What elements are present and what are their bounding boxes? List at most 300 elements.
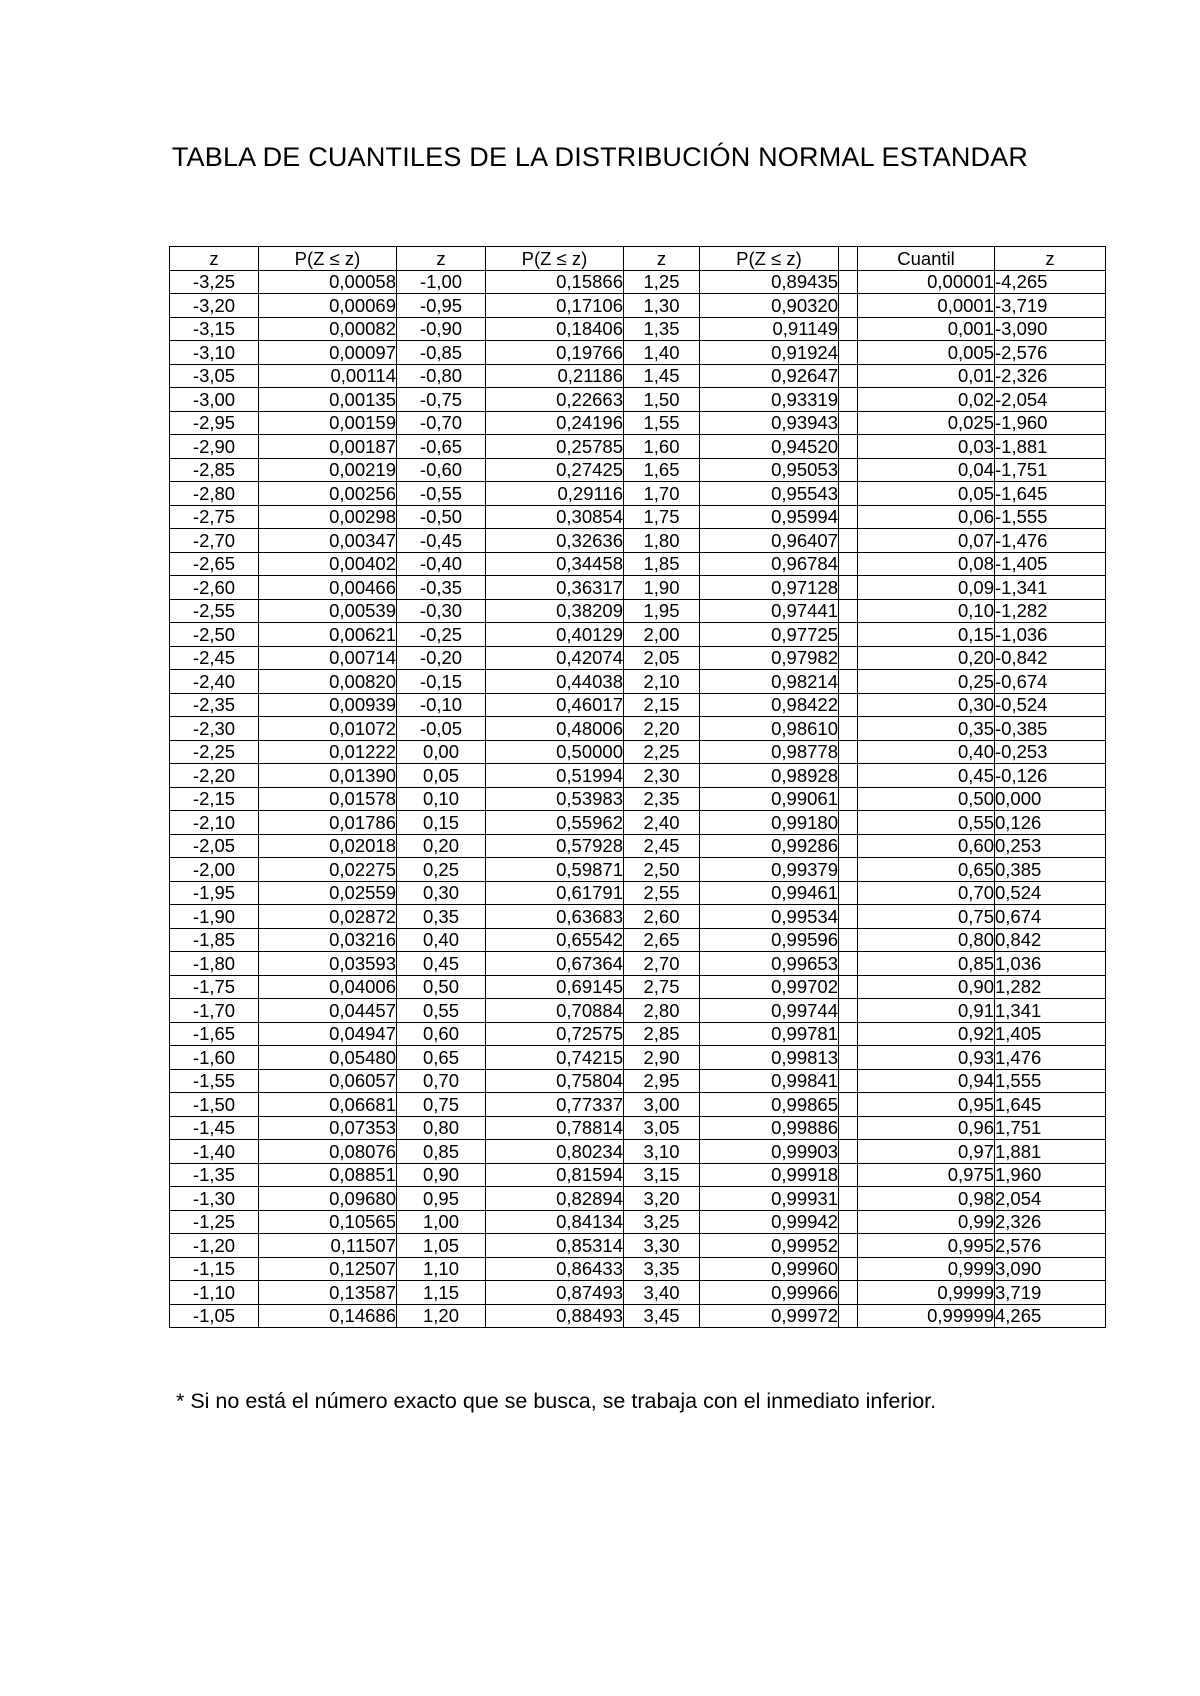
cell-z-quantile: 2,326 xyxy=(995,1210,1106,1234)
cell-z-quantile: -1,036 xyxy=(995,623,1106,647)
cell-cuantil: 0,00001 xyxy=(858,270,995,294)
cell-prob-2: 0,65542 xyxy=(486,928,624,952)
cell-prob-1: 0,00097 xyxy=(259,341,397,365)
cell-z-quantile: 3,719 xyxy=(995,1281,1106,1305)
cell-prob-2: 0,48006 xyxy=(486,717,624,741)
cell-z-1: -2,25 xyxy=(170,740,259,764)
cell-prob-3: 0,92647 xyxy=(700,364,839,388)
cell-prob-1: 0,14686 xyxy=(259,1304,397,1328)
cell-prob-2: 0,17106 xyxy=(486,294,624,318)
cell-z-3: 2,35 xyxy=(624,787,700,811)
cell-prob-2: 0,44038 xyxy=(486,670,624,694)
cell-z-2: -0,15 xyxy=(397,670,486,694)
cell-prob-3: 0,97982 xyxy=(700,646,839,670)
cell-z-quantile: 0,842 xyxy=(995,928,1106,952)
cell-prob-1: 0,04006 xyxy=(259,975,397,999)
cell-z-2: -0,55 xyxy=(397,482,486,506)
cell-prob-3: 0,98778 xyxy=(700,740,839,764)
cell-z-quantile: 1,881 xyxy=(995,1140,1106,1164)
cell-prob-1: 0,07353 xyxy=(259,1116,397,1140)
cell-z-1: -2,15 xyxy=(170,787,259,811)
table-row xyxy=(170,952,1106,976)
cell-prob-3: 0,91149 xyxy=(700,317,839,341)
cell-z-2: 0,80 xyxy=(397,1116,486,1140)
cell-cuantil: 0,9999 xyxy=(858,1281,995,1305)
cell-z-3: 2,15 xyxy=(624,693,700,717)
table-row xyxy=(170,928,1106,952)
cell-prob-1: 0,00082 xyxy=(259,317,397,341)
table-header-row xyxy=(170,247,1106,271)
cell-cuantil: 0,55 xyxy=(858,811,995,835)
cell-z-2: -0,85 xyxy=(397,341,486,365)
cell-z-3: 2,00 xyxy=(624,623,700,647)
cell-cuantil: 0,90 xyxy=(858,975,995,999)
cell-z-1: -2,80 xyxy=(170,482,259,506)
cell-prob-2: 0,88493 xyxy=(486,1304,624,1328)
table-row xyxy=(170,529,1106,553)
cell-prob-3: 0,99702 xyxy=(700,975,839,999)
cell-z-1: -3,00 xyxy=(170,388,259,412)
cell-z-2: -0,05 xyxy=(397,717,486,741)
cell-prob-3: 0,99918 xyxy=(700,1163,839,1187)
cell-prob-2: 0,85314 xyxy=(486,1234,624,1258)
cell-spacer xyxy=(839,364,858,388)
cell-z-1: -3,05 xyxy=(170,364,259,388)
cell-z-1: -1,95 xyxy=(170,881,259,905)
cell-z-2: 0,20 xyxy=(397,834,486,858)
cell-prob-3: 0,99653 xyxy=(700,952,839,976)
table-row xyxy=(170,1116,1106,1140)
cell-spacer xyxy=(839,1140,858,1164)
cell-z-quantile: 0,253 xyxy=(995,834,1106,858)
cell-prob-2: 0,27425 xyxy=(486,458,624,482)
cell-z-3: 1,30 xyxy=(624,294,700,318)
table-row xyxy=(170,834,1106,858)
cell-spacer xyxy=(839,646,858,670)
cell-z-quantile: -0,524 xyxy=(995,693,1106,717)
table-row xyxy=(170,717,1106,741)
cell-prob-1: 0,00069 xyxy=(259,294,397,318)
cell-prob-2: 0,15866 xyxy=(486,270,624,294)
cell-cuantil: 0,03 xyxy=(858,435,995,459)
cell-prob-1: 0,00714 xyxy=(259,646,397,670)
cell-z-2: 0,35 xyxy=(397,905,486,929)
cell-z-3: 1,75 xyxy=(624,505,700,529)
cell-prob-2: 0,24196 xyxy=(486,411,624,435)
cell-spacer xyxy=(839,670,858,694)
cell-prob-2: 0,63683 xyxy=(486,905,624,929)
cell-z-1: -1,25 xyxy=(170,1210,259,1234)
cell-z-1: -1,50 xyxy=(170,1093,259,1117)
table-row xyxy=(170,1257,1106,1281)
cell-z-quantile: -0,126 xyxy=(995,764,1106,788)
cell-cuantil: 0,01 xyxy=(858,364,995,388)
cell-z-3: 3,05 xyxy=(624,1116,700,1140)
cell-cuantil: 0,94 xyxy=(858,1069,995,1093)
cell-cuantil: 0,05 xyxy=(858,482,995,506)
cell-z-3: 2,95 xyxy=(624,1069,700,1093)
cell-z-quantile: 2,054 xyxy=(995,1187,1106,1211)
cell-spacer xyxy=(839,505,858,529)
cell-prob-2: 0,81594 xyxy=(486,1163,624,1187)
cell-cuantil: 0,65 xyxy=(858,858,995,882)
cell-prob-3: 0,93943 xyxy=(700,411,839,435)
cell-prob-2: 0,55962 xyxy=(486,811,624,835)
cell-z-1: -2,75 xyxy=(170,505,259,529)
table-row xyxy=(170,881,1106,905)
cell-z-2: -0,90 xyxy=(397,317,486,341)
cell-prob-1: 0,00159 xyxy=(259,411,397,435)
cell-prob-1: 0,00256 xyxy=(259,482,397,506)
cell-z-2: 0,95 xyxy=(397,1187,486,1211)
table-row xyxy=(170,1210,1106,1234)
cell-spacer xyxy=(839,1163,858,1187)
cell-prob-1: 0,13587 xyxy=(259,1281,397,1305)
cell-prob-2: 0,25785 xyxy=(486,435,624,459)
cell-prob-3: 0,99286 xyxy=(700,834,839,858)
cell-z-quantile: 1,645 xyxy=(995,1093,1106,1117)
cell-z-2: -0,10 xyxy=(397,693,486,717)
header-cuantil: Cuantil xyxy=(858,247,995,271)
cell-prob-1: 0,00466 xyxy=(259,576,397,600)
cell-z-quantile: 0,000 xyxy=(995,787,1106,811)
cell-z-3: 1,95 xyxy=(624,599,700,623)
cell-z-quantile: -1,881 xyxy=(995,435,1106,459)
cell-prob-2: 0,21186 xyxy=(486,364,624,388)
cell-cuantil: 0,005 xyxy=(858,341,995,365)
cell-z-3: 1,70 xyxy=(624,482,700,506)
cell-prob-3: 0,98928 xyxy=(700,764,839,788)
cell-z-2: -0,25 xyxy=(397,623,486,647)
cell-prob-2: 0,77337 xyxy=(486,1093,624,1117)
cell-prob-1: 0,06681 xyxy=(259,1093,397,1117)
cell-prob-2: 0,57928 xyxy=(486,834,624,858)
table-row xyxy=(170,1281,1106,1305)
cell-spacer xyxy=(839,717,858,741)
cell-z-quantile: 3,090 xyxy=(995,1257,1106,1281)
cell-z-1: -2,55 xyxy=(170,599,259,623)
cell-spacer xyxy=(839,975,858,999)
cell-z-2: 1,20 xyxy=(397,1304,486,1328)
cell-z-quantile: 0,126 xyxy=(995,811,1106,835)
cell-prob-2: 0,72575 xyxy=(486,1022,624,1046)
cell-spacer xyxy=(839,928,858,952)
cell-prob-3: 0,99942 xyxy=(700,1210,839,1234)
table-row xyxy=(170,975,1106,999)
table-row xyxy=(170,740,1106,764)
cell-z-3: 2,85 xyxy=(624,1022,700,1046)
cell-prob-1: 0,05480 xyxy=(259,1046,397,1070)
header-z-1: z xyxy=(170,247,259,271)
table-row xyxy=(170,1163,1106,1187)
cell-prob-1: 0,02559 xyxy=(259,881,397,905)
cell-z-2: -0,40 xyxy=(397,552,486,576)
cell-z-1: -1,15 xyxy=(170,1257,259,1281)
cell-cuantil: 0,93 xyxy=(858,1046,995,1070)
cell-prob-3: 0,97725 xyxy=(700,623,839,647)
cell-prob-1: 0,01072 xyxy=(259,717,397,741)
cell-spacer xyxy=(839,1234,858,1258)
cell-prob-3: 0,99903 xyxy=(700,1140,839,1164)
cell-prob-1: 0,00187 xyxy=(259,435,397,459)
cell-spacer xyxy=(839,411,858,435)
cell-cuantil: 0,975 xyxy=(858,1163,995,1187)
cell-z-3: 2,90 xyxy=(624,1046,700,1070)
cell-prob-1: 0,06057 xyxy=(259,1069,397,1093)
cell-cuantil: 0,09 xyxy=(858,576,995,600)
table-row xyxy=(170,1022,1106,1046)
cell-spacer xyxy=(839,458,858,482)
cell-prob-3: 0,94520 xyxy=(700,435,839,459)
cell-z-3: 1,45 xyxy=(624,364,700,388)
cell-prob-3: 0,99966 xyxy=(700,1281,839,1305)
cell-z-quantile: -0,842 xyxy=(995,646,1106,670)
cell-z-1: -2,45 xyxy=(170,646,259,670)
cell-z-2: -0,75 xyxy=(397,388,486,412)
cell-z-1: -2,35 xyxy=(170,693,259,717)
cell-spacer xyxy=(839,552,858,576)
cell-prob-1: 0,01390 xyxy=(259,764,397,788)
cell-prob-3: 0,99180 xyxy=(700,811,839,835)
cell-z-2: -1,00 xyxy=(397,270,486,294)
cell-z-2: -0,20 xyxy=(397,646,486,670)
cell-prob-3: 0,96784 xyxy=(700,552,839,576)
cell-spacer xyxy=(839,341,858,365)
cell-z-3: 2,10 xyxy=(624,670,700,694)
cell-z-quantile: 0,674 xyxy=(995,905,1106,929)
cell-spacer xyxy=(839,270,858,294)
cell-spacer xyxy=(839,623,858,647)
cell-cuantil: 0,20 xyxy=(858,646,995,670)
cell-cuantil: 0,15 xyxy=(858,623,995,647)
cell-prob-3: 0,93319 xyxy=(700,388,839,412)
cell-z-quantile: -3,090 xyxy=(995,317,1106,341)
cell-spacer xyxy=(839,787,858,811)
cell-spacer xyxy=(839,834,858,858)
cell-spacer xyxy=(839,1046,858,1070)
cell-prob-2: 0,32636 xyxy=(486,529,624,553)
cell-prob-1: 0,00114 xyxy=(259,364,397,388)
cell-prob-2: 0,50000 xyxy=(486,740,624,764)
cell-z-1: -1,75 xyxy=(170,975,259,999)
normal-quantile-table xyxy=(169,246,1106,1328)
cell-spacer xyxy=(839,811,858,835)
cell-z-3: 2,70 xyxy=(624,952,700,976)
table-row xyxy=(170,1046,1106,1070)
cell-cuantil: 0,96 xyxy=(858,1116,995,1140)
cell-prob-2: 0,67364 xyxy=(486,952,624,976)
cell-spacer xyxy=(839,1069,858,1093)
cell-cuantil: 0,07 xyxy=(858,529,995,553)
cell-z-1: -2,00 xyxy=(170,858,259,882)
cell-z-quantile: -1,341 xyxy=(995,576,1106,600)
cell-prob-1: 0,01578 xyxy=(259,787,397,811)
cell-z-2: 0,75 xyxy=(397,1093,486,1117)
table-row xyxy=(170,646,1106,670)
cell-z-2: 0,60 xyxy=(397,1022,486,1046)
cell-prob-1: 0,11507 xyxy=(259,1234,397,1258)
cell-prob-3: 0,99781 xyxy=(700,1022,839,1046)
cell-prob-3: 0,99744 xyxy=(700,999,839,1023)
cell-z-3: 3,35 xyxy=(624,1257,700,1281)
cell-spacer xyxy=(839,1187,858,1211)
cell-z-quantile: 1,751 xyxy=(995,1116,1106,1140)
cell-z-1: -2,50 xyxy=(170,623,259,647)
cell-z-3: 1,85 xyxy=(624,552,700,576)
cell-spacer xyxy=(839,764,858,788)
cell-spacer xyxy=(839,317,858,341)
cell-cuantil: 0,70 xyxy=(858,881,995,905)
table-row xyxy=(170,341,1106,365)
cell-cuantil: 0,85 xyxy=(858,952,995,976)
cell-cuantil: 0,40 xyxy=(858,740,995,764)
header-z-2: z xyxy=(397,247,486,271)
cell-z-2: 1,15 xyxy=(397,1281,486,1305)
header-z-3: z xyxy=(624,247,700,271)
cell-prob-2: 0,53983 xyxy=(486,787,624,811)
cell-z-3: 2,50 xyxy=(624,858,700,882)
cell-z-3: 1,40 xyxy=(624,341,700,365)
table-row xyxy=(170,576,1106,600)
cell-z-3: 1,90 xyxy=(624,576,700,600)
table-row xyxy=(170,482,1106,506)
cell-prob-2: 0,61791 xyxy=(486,881,624,905)
cell-z-quantile: -2,054 xyxy=(995,388,1106,412)
cell-spacer xyxy=(839,1281,858,1305)
cell-prob-3: 0,99952 xyxy=(700,1234,839,1258)
cell-z-3: 2,05 xyxy=(624,646,700,670)
table-row xyxy=(170,1069,1106,1093)
cell-z-1: -2,40 xyxy=(170,670,259,694)
cell-z-3: 2,45 xyxy=(624,834,700,858)
cell-z-2: 0,85 xyxy=(397,1140,486,1164)
cell-prob-3: 0,99972 xyxy=(700,1304,839,1328)
cell-z-1: -1,35 xyxy=(170,1163,259,1187)
cell-z-quantile: 0,385 xyxy=(995,858,1106,882)
header-prob-1: P(Z ≤ z) xyxy=(259,247,397,271)
cell-z-3: 2,40 xyxy=(624,811,700,835)
cell-z-quantile: -4,265 xyxy=(995,270,1106,294)
cell-prob-2: 0,30854 xyxy=(486,505,624,529)
cell-spacer xyxy=(839,435,858,459)
cell-cuantil: 0,60 xyxy=(858,834,995,858)
cell-prob-2: 0,18406 xyxy=(486,317,624,341)
table-row xyxy=(170,787,1106,811)
cell-z-1: -1,80 xyxy=(170,952,259,976)
cell-prob-2: 0,87493 xyxy=(486,1281,624,1305)
cell-prob-1: 0,08851 xyxy=(259,1163,397,1187)
table-row xyxy=(170,505,1106,529)
cell-z-3: 1,35 xyxy=(624,317,700,341)
table-row xyxy=(170,623,1106,647)
cell-z-quantile: -2,576 xyxy=(995,341,1106,365)
cell-prob-1: 0,02018 xyxy=(259,834,397,858)
table-row xyxy=(170,1093,1106,1117)
cell-cuantil: 0,95 xyxy=(858,1093,995,1117)
cell-cuantil: 0,0001 xyxy=(858,294,995,318)
cell-prob-1: 0,00347 xyxy=(259,529,397,553)
cell-z-quantile: 0,524 xyxy=(995,881,1106,905)
cell-prob-2: 0,74215 xyxy=(486,1046,624,1070)
table-row xyxy=(170,458,1106,482)
cell-z-3: 1,55 xyxy=(624,411,700,435)
cell-z-quantile: -0,385 xyxy=(995,717,1106,741)
cell-z-quantile: -1,282 xyxy=(995,599,1106,623)
cell-z-1: -3,20 xyxy=(170,294,259,318)
cell-z-quantile: 1,476 xyxy=(995,1046,1106,1070)
table-row xyxy=(170,270,1106,294)
cell-prob-3: 0,98214 xyxy=(700,670,839,694)
cell-z-3: 2,75 xyxy=(624,975,700,999)
table-row xyxy=(170,1304,1106,1328)
cell-z-quantile: -1,476 xyxy=(995,529,1106,553)
cell-cuantil: 0,75 xyxy=(858,905,995,929)
cell-spacer xyxy=(839,482,858,506)
cell-prob-2: 0,36317 xyxy=(486,576,624,600)
cell-z-quantile: 1,282 xyxy=(995,975,1106,999)
cell-spacer xyxy=(839,1022,858,1046)
cell-spacer xyxy=(839,693,858,717)
cell-z-quantile: -1,751 xyxy=(995,458,1106,482)
cell-spacer xyxy=(839,599,858,623)
cell-z-2: 1,00 xyxy=(397,1210,486,1234)
cell-z-quantile: 2,576 xyxy=(995,1234,1106,1258)
cell-cuantil: 0,91 xyxy=(858,999,995,1023)
cell-z-2: -0,30 xyxy=(397,599,486,623)
cell-z-quantile: -1,645 xyxy=(995,482,1106,506)
cell-z-1: -1,70 xyxy=(170,999,259,1023)
cell-prob-3: 0,98422 xyxy=(700,693,839,717)
cell-prob-3: 0,99061 xyxy=(700,787,839,811)
cell-prob-3: 0,95994 xyxy=(700,505,839,529)
cell-prob-3: 0,97441 xyxy=(700,599,839,623)
cell-prob-2: 0,75804 xyxy=(486,1069,624,1093)
table-row xyxy=(170,1234,1106,1258)
cell-z-3: 1,50 xyxy=(624,388,700,412)
cell-z-1: -1,10 xyxy=(170,1281,259,1305)
cell-spacer xyxy=(839,905,858,929)
cell-z-2: -0,50 xyxy=(397,505,486,529)
cell-prob-1: 0,03593 xyxy=(259,952,397,976)
cell-prob-1: 0,00621 xyxy=(259,623,397,647)
cell-z-1: -1,45 xyxy=(170,1116,259,1140)
table-row xyxy=(170,811,1106,835)
cell-cuantil: 0,06 xyxy=(858,505,995,529)
cell-spacer xyxy=(839,1116,858,1140)
cell-prob-1: 0,03216 xyxy=(259,928,397,952)
cell-prob-1: 0,02275 xyxy=(259,858,397,882)
cell-cuantil: 0,99 xyxy=(858,1210,995,1234)
cell-z-3: 3,00 xyxy=(624,1093,700,1117)
cell-spacer xyxy=(839,294,858,318)
cell-z-2: 0,05 xyxy=(397,764,486,788)
cell-z-1: -3,25 xyxy=(170,270,259,294)
cell-spacer xyxy=(839,740,858,764)
cell-z-3: 3,25 xyxy=(624,1210,700,1234)
cell-cuantil: 0,92 xyxy=(858,1022,995,1046)
cell-z-3: 2,55 xyxy=(624,881,700,905)
table-row xyxy=(170,764,1106,788)
cell-z-3: 2,25 xyxy=(624,740,700,764)
cell-z-1: -1,90 xyxy=(170,905,259,929)
cell-cuantil: 0,10 xyxy=(858,599,995,623)
cell-z-2: 0,40 xyxy=(397,928,486,952)
cell-prob-3: 0,99960 xyxy=(700,1257,839,1281)
table-row xyxy=(170,364,1106,388)
cell-prob-3: 0,99596 xyxy=(700,928,839,952)
cell-z-quantile: 1,960 xyxy=(995,1163,1106,1187)
cell-prob-1: 0,00939 xyxy=(259,693,397,717)
